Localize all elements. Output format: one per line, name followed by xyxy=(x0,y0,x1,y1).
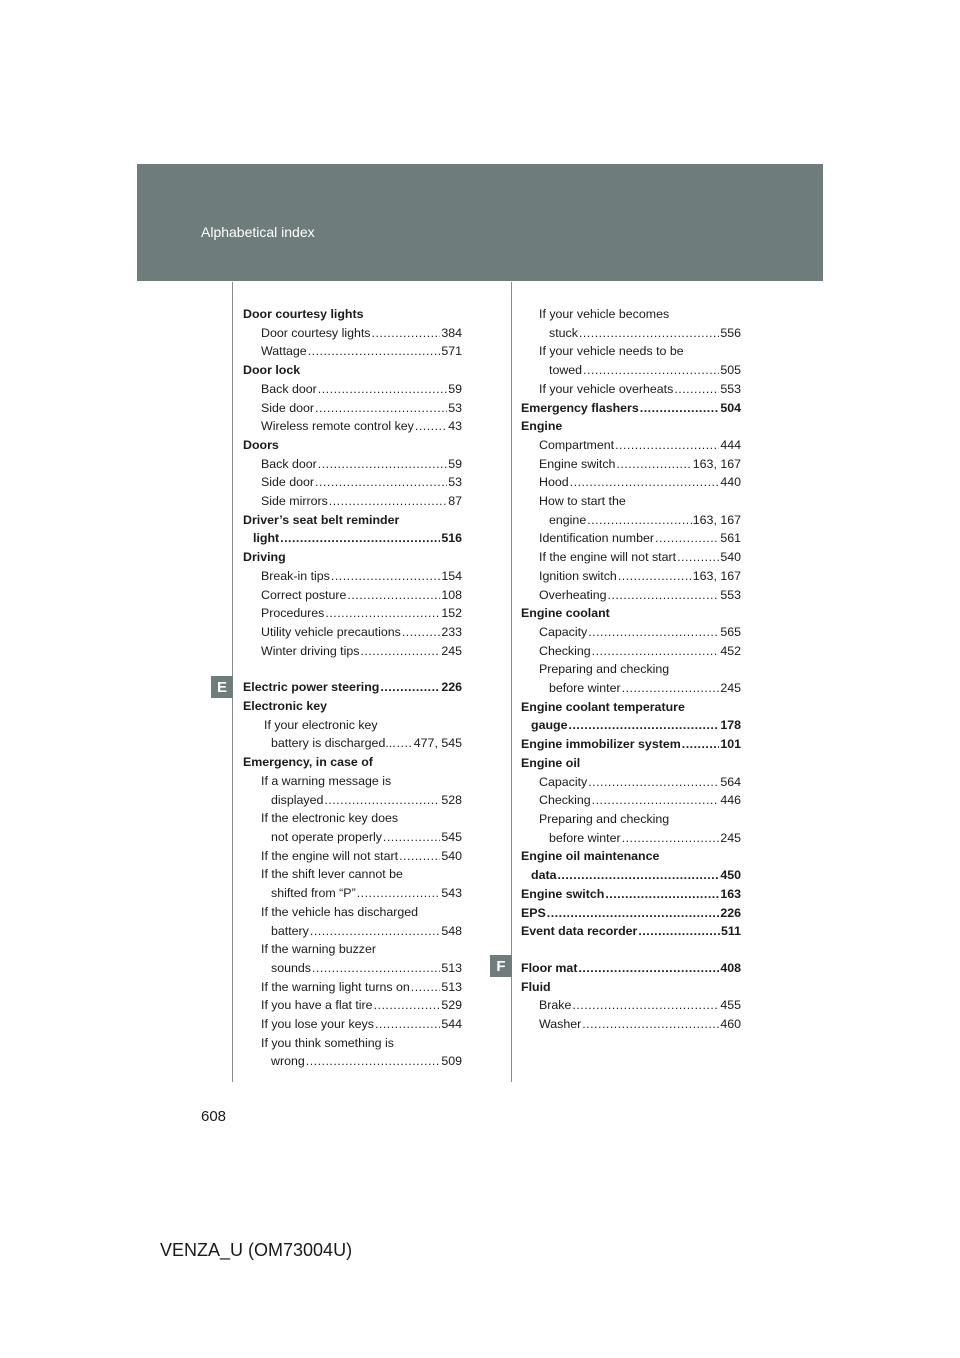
page-reference[interactable]: 516 xyxy=(441,531,462,546)
leader-dots xyxy=(310,922,440,941)
index-term: before winter xyxy=(549,830,621,845)
index-term: If the engine will not start xyxy=(539,550,677,565)
leader-dots xyxy=(312,959,440,978)
leader-dots xyxy=(315,399,447,418)
index-entry xyxy=(243,361,462,380)
index-term: Compartment xyxy=(539,437,615,452)
index-entry xyxy=(243,940,462,959)
page-reference[interactable]: 108 xyxy=(441,587,462,602)
index-entry[interactable] xyxy=(521,791,741,810)
page-reference[interactable]: 505 xyxy=(720,363,741,378)
index-term: Side door xyxy=(261,475,315,490)
index-term: EPS xyxy=(521,905,546,920)
index-term: not operate properly xyxy=(271,829,382,844)
leader-dots xyxy=(587,511,692,530)
index-entry xyxy=(521,342,741,361)
index-entry[interactable] xyxy=(243,791,462,810)
index-term: Capacity xyxy=(539,624,588,639)
index-entry[interactable] xyxy=(521,866,741,885)
index-term: battery xyxy=(271,923,309,938)
page-reference[interactable]: 163, 167 xyxy=(692,512,741,527)
page-reference[interactable]: 53 xyxy=(448,475,462,490)
index-entry xyxy=(243,865,462,884)
leader-dots xyxy=(588,623,719,642)
index-term: Preparing and checking xyxy=(539,662,670,677)
leader-dots xyxy=(618,567,692,586)
index-term: Emergency, in case of xyxy=(243,755,373,770)
page-reference[interactable]: 564 xyxy=(720,774,741,789)
page-reference[interactable]: 543 xyxy=(441,886,462,901)
index-term: shifted from “P” xyxy=(271,886,356,901)
index-entry xyxy=(243,809,462,828)
index-entry[interactable] xyxy=(521,773,741,792)
leader-dots xyxy=(579,324,719,343)
leader-dots xyxy=(331,567,440,586)
index-term: towed xyxy=(549,363,583,378)
index-entry xyxy=(243,305,462,324)
leader-dots xyxy=(674,380,719,399)
leader-dots xyxy=(357,884,441,903)
page-reference[interactable]: 511 xyxy=(721,924,741,939)
index-term: If the warning buzzer xyxy=(261,942,377,957)
index-entry xyxy=(521,492,741,511)
leader-dots xyxy=(375,1015,440,1034)
index-entry[interactable] xyxy=(521,473,741,492)
leader-dots xyxy=(324,791,440,810)
leader-dots xyxy=(682,735,720,754)
index-term: Hood xyxy=(539,475,569,490)
index-term: Door lock xyxy=(243,363,301,378)
index-entry xyxy=(243,436,462,455)
page-reference[interactable]: 101 xyxy=(720,737,741,752)
leader-dots xyxy=(592,791,720,810)
leader-dots xyxy=(372,324,441,343)
index-entry[interactable] xyxy=(521,642,741,661)
section-tab-f[interactable]: F xyxy=(490,955,512,977)
index-term: Engine coolant xyxy=(521,606,610,621)
leader-dots xyxy=(615,436,719,455)
page-reference[interactable]: 226 xyxy=(441,680,462,695)
index-entry[interactable] xyxy=(243,473,462,492)
index-term: If a warning message is xyxy=(261,773,392,788)
index-term: data xyxy=(531,868,557,883)
index-term: Door courtesy lights xyxy=(243,307,364,321)
index-entry xyxy=(521,698,741,717)
index-term: Side door xyxy=(261,400,315,415)
page-reference[interactable]: 178 xyxy=(720,718,741,733)
index-entry[interactable] xyxy=(521,361,741,380)
index-term: Preparing and checking xyxy=(539,811,670,826)
page-reference[interactable]: 450 xyxy=(720,868,741,883)
index-term: Capacity xyxy=(539,774,588,789)
leader-dots xyxy=(605,885,719,904)
index-entry[interactable] xyxy=(243,678,462,697)
index-entry[interactable] xyxy=(243,922,462,941)
leader-dots xyxy=(677,548,719,567)
page-reference[interactable]: 440 xyxy=(720,475,741,490)
index-entry[interactable] xyxy=(243,492,462,511)
index-entry[interactable] xyxy=(521,567,741,586)
leader-dots xyxy=(569,716,720,735)
leader-dots xyxy=(306,1052,441,1071)
page-reference[interactable]: 553 xyxy=(720,381,741,396)
index-term: If the electronic key does xyxy=(261,811,399,826)
index-entry[interactable] xyxy=(521,679,741,698)
index-entry[interactable] xyxy=(243,847,462,866)
leader-dots xyxy=(374,996,441,1015)
page-reference[interactable]: 53 xyxy=(448,400,462,415)
page-reference[interactable]: 540 xyxy=(720,550,741,565)
page-reference[interactable]: 59 xyxy=(448,456,462,471)
index-term: If your electronic key xyxy=(264,717,378,732)
index-term: displayed xyxy=(271,792,324,807)
index-entry[interactable] xyxy=(521,548,741,567)
index-entry[interactable] xyxy=(521,1015,741,1034)
leader-dots xyxy=(622,679,720,698)
index-term: If you have a flat tire xyxy=(261,998,373,1013)
index-term: If the vehicle has discharged xyxy=(261,904,419,919)
index-term: If your vehicle overheats xyxy=(539,381,674,396)
index-entry xyxy=(521,604,741,623)
index-entry[interactable] xyxy=(243,455,462,474)
index-entry[interactable] xyxy=(521,829,741,848)
index-term: Electronic key xyxy=(243,699,328,714)
leader-dots xyxy=(570,473,720,492)
index-entry xyxy=(521,660,741,679)
page-number: 608 xyxy=(201,1108,227,1125)
leader-dots xyxy=(578,959,719,978)
header-title: Alphabetical index xyxy=(201,224,315,240)
section-tab-e[interactable]: E xyxy=(211,676,233,698)
index-entry[interactable] xyxy=(521,922,741,941)
page-reference[interactable]: 565 xyxy=(720,624,741,639)
index-entry xyxy=(243,903,462,922)
leader-dots xyxy=(397,734,413,753)
leader-dots xyxy=(547,904,720,923)
index-entry[interactable] xyxy=(243,642,462,661)
index-entry[interactable] xyxy=(243,604,462,623)
index-term: Checking xyxy=(539,643,591,658)
index-term: Doors xyxy=(243,437,279,452)
page-reference[interactable]: 545 xyxy=(441,829,462,844)
page-reference[interactable]: 245 xyxy=(441,643,462,658)
index-term: Engine oil xyxy=(521,755,581,770)
index-term: Engine switch xyxy=(539,456,616,471)
index-entry[interactable] xyxy=(243,959,462,978)
page-reference[interactable]: 529 xyxy=(441,998,462,1013)
leader-dots xyxy=(411,978,441,997)
leader-dots xyxy=(318,455,447,474)
page-reference[interactable]: 152 xyxy=(441,606,462,621)
index-term: If the shift lever cannot be xyxy=(261,867,403,882)
index-term: Wireless remote control key xyxy=(261,419,414,434)
leader-dots xyxy=(329,492,447,511)
leader-dots xyxy=(608,586,720,605)
index-term: Break-in tips xyxy=(261,568,330,583)
index-term: Engine oil maintenance xyxy=(521,849,660,864)
index-entry[interactable] xyxy=(243,342,462,361)
index-term: If the warning light turns on xyxy=(261,979,410,994)
index-term: Wattage xyxy=(261,344,307,359)
index-entry xyxy=(243,1034,462,1053)
index-term: Event data recorder xyxy=(521,924,638,939)
index-entry[interactable] xyxy=(243,978,462,997)
leader-dots xyxy=(655,529,719,548)
leader-dots xyxy=(383,828,440,847)
index-entry[interactable] xyxy=(521,716,741,735)
index-entry xyxy=(521,417,741,436)
page-reference[interactable]: 59 xyxy=(448,381,462,396)
index-entry[interactable] xyxy=(521,623,741,642)
page-reference[interactable]: 245 xyxy=(720,830,741,845)
index-term: wrong xyxy=(271,1054,305,1069)
index-entry[interactable] xyxy=(243,586,462,605)
page-reference[interactable]: 540 xyxy=(441,848,462,863)
leader-dots xyxy=(638,922,720,941)
page-reference[interactable]: 571 xyxy=(441,344,462,359)
page-reference[interactable]: 87 xyxy=(448,494,462,509)
index-term: Engine switch xyxy=(521,886,605,901)
index-entry[interactable] xyxy=(521,959,741,978)
leader-dots xyxy=(572,996,719,1015)
index-entry[interactable] xyxy=(521,529,741,548)
leader-dots xyxy=(616,455,691,474)
index-entry[interactable] xyxy=(521,380,741,399)
index-entry[interactable] xyxy=(521,511,741,530)
leader-dots xyxy=(399,847,440,866)
index-entry[interactable] xyxy=(521,885,741,904)
page-reference[interactable]: 504 xyxy=(720,400,741,415)
page-reference[interactable]: 233 xyxy=(441,624,462,639)
page-reference[interactable]: 154 xyxy=(441,568,462,583)
leader-dots xyxy=(325,604,440,623)
index-entry[interactable] xyxy=(521,399,741,418)
index-term: Fluid xyxy=(521,979,551,994)
leader-dots xyxy=(360,642,440,661)
index-entry xyxy=(521,754,741,773)
index-term: If your vehicle needs to be xyxy=(539,344,684,359)
page-header xyxy=(137,164,823,281)
leader-dots xyxy=(318,380,447,399)
index-entry xyxy=(243,772,462,791)
index-entry[interactable] xyxy=(243,567,462,586)
index-entry[interactable] xyxy=(521,455,741,474)
index-term: Engine immobilizer system xyxy=(521,737,681,752)
page-reference[interactable]: 513 xyxy=(441,979,462,994)
leader-dots xyxy=(640,399,720,418)
page-reference[interactable]: 245 xyxy=(720,681,741,696)
page-reference[interactable]: 163, 167 xyxy=(692,456,741,471)
index-term: Washer xyxy=(539,1017,582,1032)
index-entry[interactable] xyxy=(521,586,741,605)
index-entry[interactable] xyxy=(521,735,741,754)
index-term: Side mirrors xyxy=(261,494,328,509)
index-entry[interactable] xyxy=(521,904,741,923)
index-term: Driver’s seat belt reminder xyxy=(243,512,400,527)
index-entry[interactable] xyxy=(243,884,462,903)
index-entry xyxy=(521,305,741,324)
leader-dots xyxy=(402,623,441,642)
index-term: sounds xyxy=(271,960,311,975)
index-entry[interactable] xyxy=(243,734,462,753)
index-entry xyxy=(243,716,462,735)
leader-dots xyxy=(557,866,719,885)
index-entry[interactable] xyxy=(243,417,462,436)
index-term: Utility vehicle precautions xyxy=(261,624,401,639)
leader-dots xyxy=(280,529,440,548)
index-term: If you lose your keys xyxy=(261,1017,374,1032)
leader-dots xyxy=(592,642,720,661)
index-term: Overheating xyxy=(539,587,607,602)
index-term: battery is discharged... xyxy=(271,736,396,751)
page-reference[interactable]: 43 xyxy=(448,419,462,434)
page-reference[interactable]: 163, 167 xyxy=(692,568,741,583)
index-term: If the engine will not start xyxy=(261,848,399,863)
index-term: Emergency flashers xyxy=(521,400,639,415)
page-reference[interactable]: 460 xyxy=(720,1017,741,1032)
page-reference[interactable]: 226 xyxy=(720,905,741,920)
page-reference[interactable]: 455 xyxy=(720,998,741,1013)
index-entry[interactable] xyxy=(243,399,462,418)
index-term: Brake xyxy=(539,998,572,1013)
index-entry[interactable] xyxy=(243,529,462,548)
page-reference[interactable]: 553 xyxy=(720,587,741,602)
index-term: Procedures xyxy=(261,606,325,621)
index-term: If your vehicle becomes xyxy=(539,307,670,321)
page-reference[interactable]: 163 xyxy=(720,886,741,901)
page-reference[interactable]: 548 xyxy=(441,923,462,938)
index-term: Door courtesy lights xyxy=(261,325,371,340)
index-term: engine xyxy=(549,512,587,527)
leader-dots xyxy=(380,678,440,697)
index-entry[interactable] xyxy=(243,380,462,399)
index-entry[interactable] xyxy=(243,623,462,642)
section-gap xyxy=(243,660,462,678)
page-reference[interactable]: 513 xyxy=(441,960,462,975)
page-reference[interactable]: 528 xyxy=(441,792,462,807)
index-entry xyxy=(521,847,741,866)
index-term: Back door xyxy=(261,381,317,396)
leader-dots xyxy=(315,473,447,492)
document-id: VENZA_U (OM73004U) xyxy=(160,1240,353,1260)
index-term: Floor mat xyxy=(521,960,578,975)
index-entry xyxy=(243,548,462,567)
leader-dots xyxy=(582,1015,719,1034)
index-term: If you think something is xyxy=(261,1035,394,1050)
index-entry[interactable] xyxy=(243,324,462,343)
page-reference[interactable]: 561 xyxy=(720,531,741,546)
leader-dots xyxy=(415,417,447,436)
page-reference[interactable]: 408 xyxy=(720,960,741,975)
index-term: How to start the xyxy=(539,494,626,509)
index-term: Identification number xyxy=(539,531,655,546)
page-reference[interactable]: 477, 545 xyxy=(413,736,462,751)
index-term: Winter driving tips xyxy=(261,643,360,658)
leader-dots xyxy=(347,586,440,605)
index-term: Driving xyxy=(243,550,286,565)
index-column-left xyxy=(243,305,462,1071)
index-column-right xyxy=(521,305,741,1034)
index-entry xyxy=(521,810,741,829)
index-term: Checking xyxy=(539,793,591,808)
index-entry[interactable] xyxy=(243,1052,462,1071)
index-entry[interactable] xyxy=(521,436,741,455)
page-reference[interactable]: 446 xyxy=(720,793,741,808)
index-entry xyxy=(243,511,462,530)
index-entry[interactable] xyxy=(243,828,462,847)
index-entry xyxy=(243,753,462,772)
page-reference[interactable]: 509 xyxy=(441,1054,462,1069)
index-term: Back door xyxy=(261,456,317,471)
page-reference[interactable]: 556 xyxy=(720,325,741,340)
index-entry[interactable] xyxy=(243,1015,462,1034)
index-term: Engine coolant temperature xyxy=(521,699,685,714)
index-term: before winter xyxy=(549,681,621,696)
page-reference[interactable]: 544 xyxy=(441,1017,462,1032)
index-term: Electric power steering xyxy=(243,680,380,695)
index-term: gauge xyxy=(531,718,568,733)
index-entry[interactable] xyxy=(521,324,741,343)
page-reference[interactable]: 452 xyxy=(720,643,741,658)
index-term: light xyxy=(253,531,280,546)
index-entry[interactable] xyxy=(521,996,741,1015)
index-entry xyxy=(243,697,462,716)
index-term: Engine xyxy=(521,419,563,434)
leader-dots xyxy=(583,361,719,380)
page-reference[interactable]: 384 xyxy=(441,325,462,340)
index-entry[interactable] xyxy=(243,996,462,1015)
index-term: stuck xyxy=(549,325,578,340)
leader-dots xyxy=(622,829,720,848)
page-reference[interactable]: 444 xyxy=(720,437,741,452)
leader-dots xyxy=(588,773,719,792)
index-entry xyxy=(521,978,741,997)
section-gap xyxy=(521,941,741,959)
index-term: Correct posture xyxy=(261,587,347,602)
index-term: Ignition switch xyxy=(539,568,617,583)
leader-dots xyxy=(308,342,441,361)
